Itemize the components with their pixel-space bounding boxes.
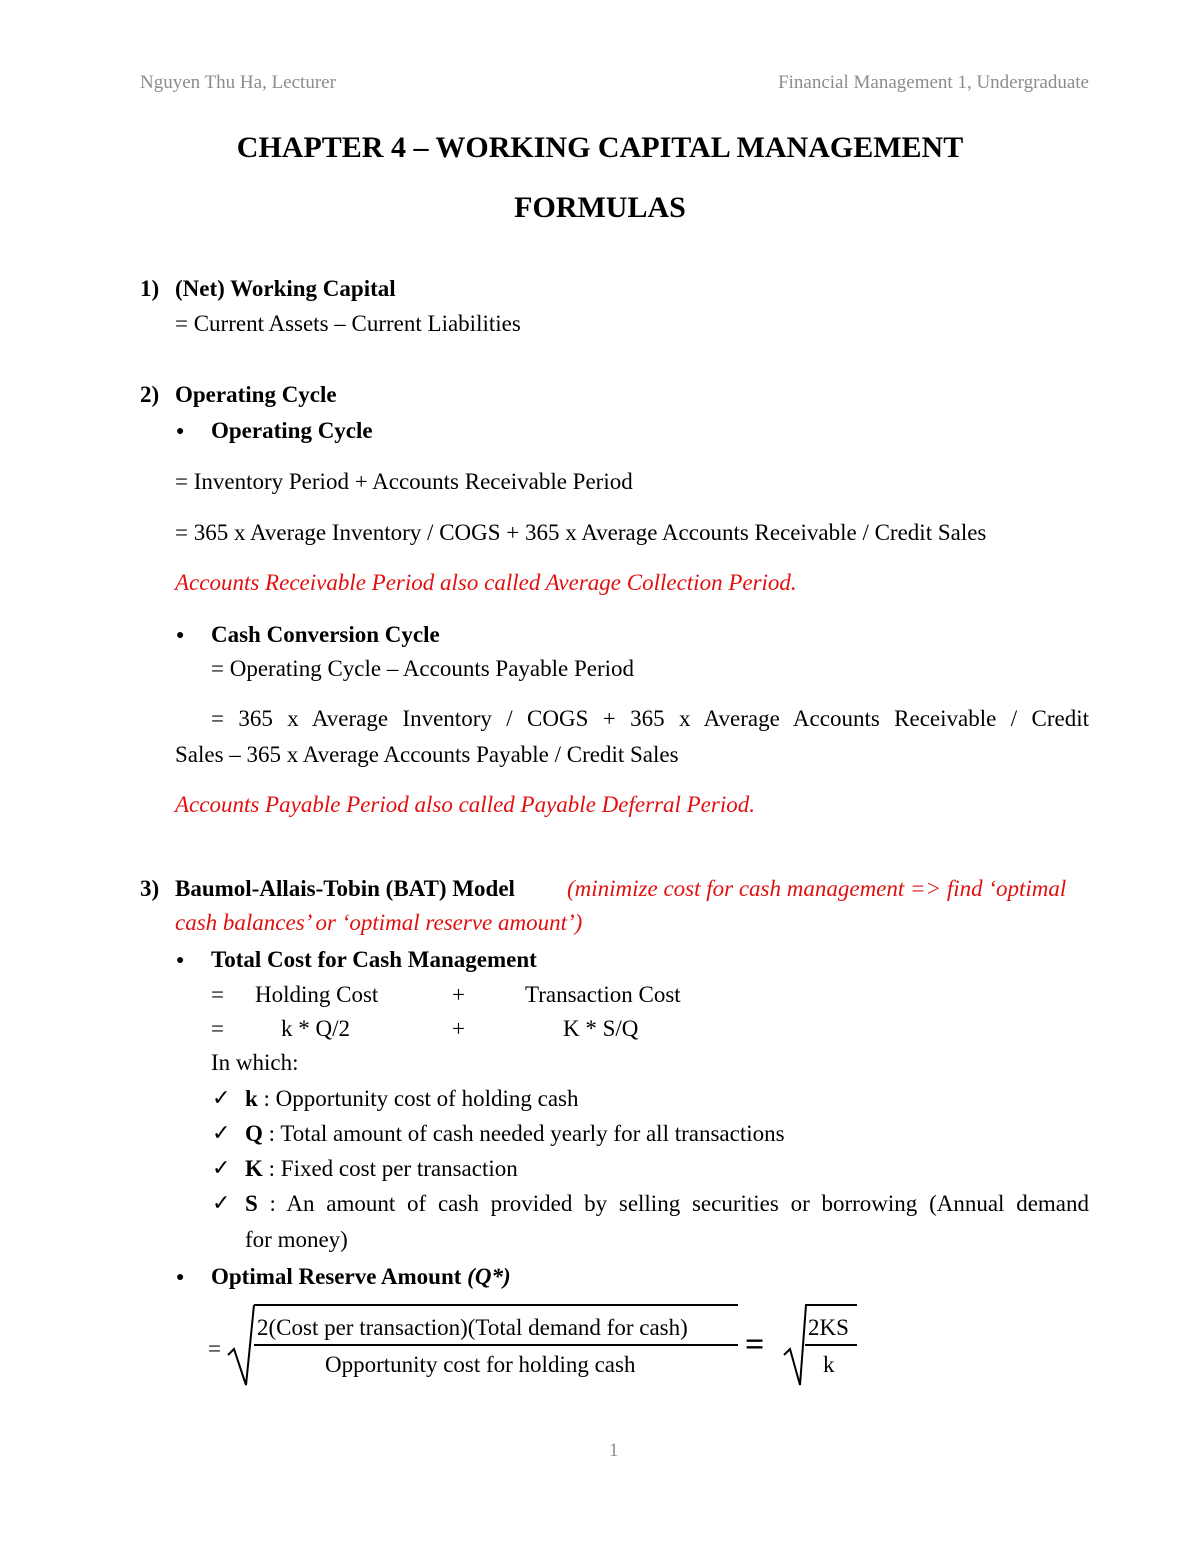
cost-term: K * S/Q bbox=[563, 1016, 639, 1041]
note-text: Accounts Payable Period also called Payable Deferral Period. bbox=[175, 792, 755, 817]
checkmark-icon: ✓ bbox=[212, 1155, 231, 1180]
header-left: Nguyen Thu Ha, Lecturer bbox=[140, 72, 336, 93]
in-which-label: In which: bbox=[211, 1050, 299, 1075]
chapter-subtitle: FORMULAS bbox=[514, 191, 686, 224]
definition-item: Q : Total amount of cash needed yearly for all transactions bbox=[245, 1121, 785, 1146]
cost-term: Transaction Cost bbox=[525, 982, 681, 1007]
fraction-bar bbox=[254, 1344, 738, 1346]
section-heading: Operating Cycle bbox=[175, 382, 337, 407]
bullet-heading: Operating Cycle bbox=[211, 418, 373, 443]
bullet-heading: Total Cost for Cash Management bbox=[211, 947, 537, 972]
section-number: 1) bbox=[140, 276, 160, 301]
cost-term: Holding Cost bbox=[255, 982, 379, 1007]
checkmark-icon: ✓ bbox=[212, 1085, 231, 1110]
numerator: 2(Cost per transaction)(Total demand for cash) bbox=[257, 1315, 688, 1340]
equals-sign: = bbox=[211, 982, 224, 1007]
section-number: 3) bbox=[140, 876, 160, 901]
note-text: Accounts Receivable Period also called Average Collection Period. bbox=[175, 570, 797, 595]
plus-sign: + bbox=[452, 982, 465, 1007]
section-heading: Baumol-Allais-Tobin (BAT) Model bbox=[175, 876, 515, 901]
definition-item: S : An amount of cash provided by selling securities or borrowing (Annual demand bbox=[245, 1191, 1089, 1216]
fraction-bar bbox=[805, 1344, 857, 1346]
equals-sign: = bbox=[211, 1016, 224, 1041]
chapter-title: CHAPTER 4 – WORKING CAPITAL MANAGEMENT bbox=[236, 131, 964, 164]
definition-item: K : Fixed cost per transaction bbox=[245, 1156, 518, 1181]
formula-line: = 365 x Average Inventory / COGS + 365 x Average Accounts Receivable / Credit Sales bbox=[175, 520, 987, 545]
numerator: 2KS bbox=[808, 1315, 849, 1340]
formula-line: = Inventory Period + Accounts Receivable Period bbox=[175, 469, 633, 494]
header-right: Financial Management 1, Undergraduate bbox=[778, 72, 1089, 93]
square-root-icon bbox=[226, 1303, 256, 1387]
section-number: 2) bbox=[140, 382, 160, 407]
bullet-dot-icon: ● bbox=[176, 628, 185, 643]
radical-bar bbox=[254, 1304, 738, 1306]
denominator: Opportunity cost for holding cash bbox=[325, 1352, 636, 1377]
denominator: k bbox=[823, 1352, 835, 1377]
section-heading: (Net) Working Capital bbox=[175, 276, 396, 301]
plus-sign: + bbox=[452, 1016, 465, 1041]
bullet-dot-icon: ● bbox=[176, 953, 185, 968]
radical-bar bbox=[805, 1304, 857, 1306]
heading-note: (minimize cost for cash management => find ‘optimal bbox=[567, 876, 1067, 901]
formula-line: = Current Assets – Current Liabilities bbox=[175, 311, 521, 336]
heading-note: cash balances’ or ‘optimal reserve amount’) bbox=[175, 910, 583, 935]
formula-line: Sales – 365 x Average Accounts Payable / Credit Sales bbox=[175, 742, 679, 767]
equals-sign: = bbox=[208, 1336, 221, 1361]
bullet-heading: Cash Conversion Cycle bbox=[211, 622, 440, 647]
checkmark-icon: ✓ bbox=[212, 1120, 231, 1145]
definition-continuation: for money) bbox=[245, 1227, 348, 1252]
cost-term: k * Q/2 bbox=[281, 1016, 350, 1041]
bullet-heading: Optimal Reserve Amount (Q*) bbox=[211, 1264, 511, 1289]
definition-item: k : Opportunity cost of holding cash bbox=[245, 1086, 579, 1111]
checkmark-icon: ✓ bbox=[212, 1190, 231, 1215]
bullet-dot-icon: ● bbox=[176, 424, 185, 439]
equals-sign: = bbox=[745, 1326, 765, 1363]
page-number: 1 bbox=[609, 1440, 619, 1461]
formula-line: = 365 x Average Inventory / COGS + 365 x Average Accounts Receivable / Credit bbox=[211, 706, 1089, 731]
formula-line: = Operating Cycle – Accounts Payable Period bbox=[211, 656, 635, 681]
bullet-dot-icon: ● bbox=[176, 1270, 185, 1285]
